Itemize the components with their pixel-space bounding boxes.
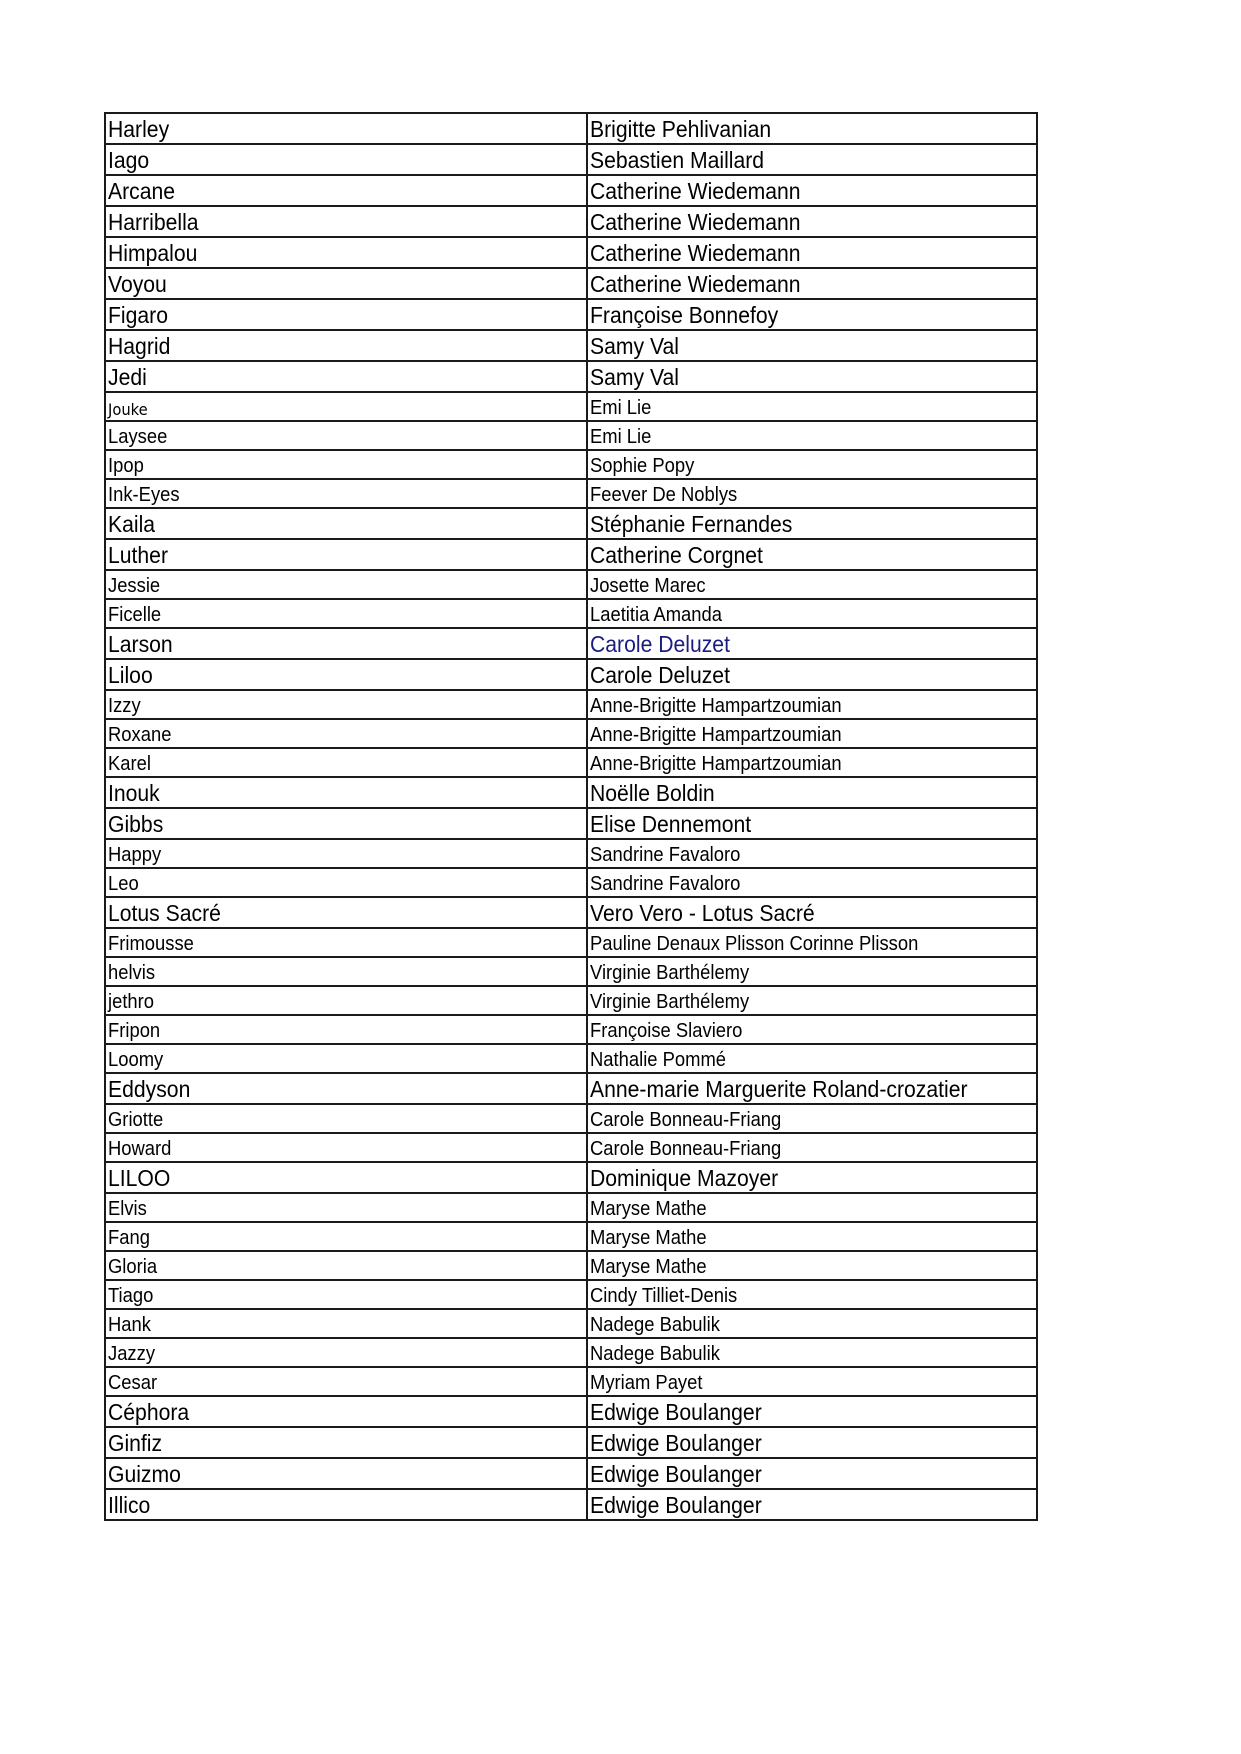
animal-cell[interactable]	[105, 690, 587, 719]
animal-name: Lotus Sacré	[108, 900, 221, 926]
animal-name: Tiago	[108, 1285, 154, 1307]
animal-name: helvis	[108, 962, 156, 984]
animal-name: Ficelle	[108, 604, 162, 626]
table-row	[105, 144, 1037, 175]
animal-name: Ink-Eyes	[108, 484, 180, 506]
animal-cell[interactable]	[105, 868, 587, 897]
owner-cell[interactable]	[587, 839, 1037, 868]
owner-name: Vero Vero - Lotus Sacré	[590, 900, 815, 926]
owner-name: Carole Deluzet	[590, 631, 730, 657]
table-row	[105, 839, 1037, 868]
owner-name: Françoise Slaviero	[590, 1020, 743, 1042]
animal-cell[interactable]	[105, 1251, 587, 1280]
owner-cell[interactable]	[587, 450, 1037, 479]
animal-name: Elvis	[108, 1198, 147, 1220]
owner-cell[interactable]	[587, 868, 1037, 897]
owner-cell[interactable]	[587, 479, 1037, 508]
animal-cell[interactable]	[105, 175, 587, 206]
owner-name: Noëlle Boldin	[590, 780, 715, 806]
animal-name: Kaila	[108, 511, 156, 537]
owner-name: Samy Val	[590, 364, 679, 390]
owner-cell[interactable]	[587, 508, 1037, 539]
owner-name: Nadege Babulik	[590, 1343, 720, 1365]
animal-cell[interactable]	[105, 599, 587, 628]
animal-name: Eddyson	[108, 1076, 191, 1102]
animal-cell[interactable]	[105, 508, 587, 539]
owner-name: Edwige Boulanger	[590, 1492, 762, 1518]
table-row	[105, 450, 1037, 479]
owner-name: Virginie Barthélemy	[590, 962, 750, 984]
owner-name: Sandrine Favaloro	[590, 844, 741, 866]
owner-name: Dominique Mazoyer	[590, 1165, 779, 1191]
animal-cell[interactable]	[105, 1222, 587, 1251]
animal-cell[interactable]	[105, 1073, 587, 1104]
animal-cell[interactable]	[105, 330, 587, 361]
owner-name: Anne-Brigitte Hampartzoumian	[590, 753, 842, 775]
table-row	[105, 986, 1037, 1015]
owner-name: Anne-Brigitte Hampartzoumian	[590, 695, 842, 717]
owner-name: Nathalie Pommé	[590, 1049, 727, 1071]
animal-cell[interactable]	[105, 450, 587, 479]
owner-cell[interactable]	[587, 1015, 1037, 1044]
table-row	[105, 539, 1037, 570]
table-row	[105, 690, 1037, 719]
animal-name: Cesar	[108, 1372, 158, 1394]
animal-name: Illico	[108, 1492, 151, 1518]
animal-name: Ipop	[108, 455, 144, 477]
owner-cell[interactable]	[587, 1162, 1037, 1193]
animal-cell[interactable]	[105, 1427, 587, 1458]
animal-cell[interactable]	[105, 539, 587, 570]
animal-name: Guizmo	[108, 1461, 181, 1487]
table-row	[105, 659, 1037, 690]
table-row	[105, 897, 1037, 928]
owner-cell[interactable]	[587, 1309, 1037, 1338]
animal-owner-table	[104, 112, 1038, 1521]
animal-cell[interactable]	[105, 659, 587, 690]
table-row	[105, 957, 1037, 986]
table-row	[105, 1222, 1037, 1251]
animal-name: Howard	[108, 1138, 172, 1160]
owner-name: Edwige Boulanger	[590, 1461, 762, 1487]
owner-name: Emi Lie	[590, 397, 652, 419]
animal-cell[interactable]	[105, 719, 587, 748]
table-row	[105, 570, 1037, 599]
owner-name: Nadege Babulik	[590, 1314, 720, 1336]
table-row	[105, 1133, 1037, 1162]
owner-name: Pauline Denaux Plisson Corinne Plisson	[590, 933, 919, 955]
owner-cell[interactable]	[587, 719, 1037, 748]
owner-name: Cindy Tilliet-Denis	[590, 1285, 738, 1307]
owner-cell[interactable]	[587, 361, 1037, 392]
animal-name: Roxane	[108, 724, 172, 746]
table-row	[105, 421, 1037, 450]
owner-name: Catherine Wiedemann	[590, 209, 801, 235]
table-row	[105, 1193, 1037, 1222]
animal-cell[interactable]	[105, 144, 587, 175]
animal-name: Gloria	[108, 1256, 158, 1278]
table-row	[105, 1396, 1037, 1427]
owner-cell[interactable]	[587, 986, 1037, 1015]
owner-cell[interactable]	[587, 1193, 1037, 1222]
animal-cell[interactable]	[105, 237, 587, 268]
table-row	[105, 1073, 1037, 1104]
animal-cell[interactable]	[105, 1367, 587, 1396]
owner-name: Catherine Wiedemann	[590, 178, 801, 204]
animal-cell[interactable]	[105, 808, 587, 839]
owner-name: Stéphanie Fernandes	[590, 511, 793, 537]
table-row	[105, 508, 1037, 539]
table-row	[105, 330, 1037, 361]
animal-cell[interactable]	[105, 361, 587, 392]
animal-cell[interactable]	[105, 392, 587, 421]
owner-cell[interactable]	[587, 1367, 1037, 1396]
animal-name: Jessie	[108, 575, 161, 597]
table-row	[105, 748, 1037, 777]
animal-cell[interactable]	[105, 268, 587, 299]
owner-cell[interactable]	[587, 1044, 1037, 1073]
table-row	[105, 719, 1037, 748]
owner-cell[interactable]	[587, 144, 1037, 175]
animal-cell[interactable]	[105, 1338, 587, 1367]
owner-cell[interactable]	[587, 1280, 1037, 1309]
table-row	[105, 268, 1037, 299]
animal-cell[interactable]	[105, 928, 587, 957]
owner-cell[interactable]	[587, 330, 1037, 361]
animal-name: Luther	[108, 542, 169, 568]
owner-cell[interactable]	[587, 1251, 1037, 1280]
owner-name: Virginie Barthélemy	[590, 991, 750, 1013]
table-body	[105, 113, 1037, 1520]
animal-name: Loomy	[108, 1049, 164, 1071]
animal-cell[interactable]	[105, 986, 587, 1015]
owner-name: Catherine Wiedemann	[590, 271, 801, 297]
animal-name: Céphora	[108, 1399, 190, 1425]
owner-cell[interactable]	[587, 268, 1037, 299]
animal-name: Himpalou	[108, 240, 198, 266]
animal-name: Liloo	[108, 662, 153, 688]
animal-name: Jazzy	[108, 1343, 156, 1365]
table-row	[105, 237, 1037, 268]
animal-cell[interactable]	[105, 1162, 587, 1193]
table-row	[105, 599, 1037, 628]
owner-name: Anne-marie Marguerite Roland-crozatier	[590, 1076, 968, 1102]
animal-cell[interactable]	[105, 1015, 587, 1044]
animal-cell[interactable]	[105, 957, 587, 986]
owner-cell[interactable]	[587, 659, 1037, 690]
table-row	[105, 392, 1037, 421]
animal-name: Laysee	[108, 426, 168, 448]
owner-name: Myriam Payet	[590, 1372, 703, 1394]
animal-name: Hank	[108, 1314, 151, 1336]
animal-cell[interactable]	[105, 299, 587, 330]
owner-name: Edwige Boulanger	[590, 1399, 762, 1425]
owner-cell[interactable]	[587, 928, 1037, 957]
owner-name: Maryse Mathe	[590, 1256, 707, 1278]
animal-name: Leo	[108, 873, 139, 895]
table-row	[105, 1458, 1037, 1489]
table-row	[105, 113, 1037, 144]
animal-cell[interactable]	[105, 1396, 587, 1427]
table-row	[105, 1104, 1037, 1133]
owner-name: Sandrine Favaloro	[590, 873, 741, 895]
owner-cell[interactable]	[587, 237, 1037, 268]
animal-cell[interactable]	[105, 113, 587, 144]
owner-cell[interactable]	[587, 421, 1037, 450]
animal-name: Happy	[108, 844, 162, 866]
animal-cell[interactable]	[105, 1489, 587, 1520]
table-row	[105, 175, 1037, 206]
owner-name: Carole Bonneau-Friang	[590, 1109, 782, 1131]
owner-name: Maryse Mathe	[590, 1198, 707, 1220]
animal-cell[interactable]	[105, 628, 587, 659]
owner-name: Sebastien Maillard	[590, 147, 765, 173]
owner-name: Emi Lie	[590, 426, 652, 448]
animal-name: Fripon	[108, 1020, 161, 1042]
owner-cell[interactable]	[587, 777, 1037, 808]
owner-name: Laetitia Amanda	[590, 604, 722, 626]
owner-name: Catherine Corgnet	[590, 542, 763, 568]
table-row	[105, 206, 1037, 237]
animal-cell[interactable]	[105, 1044, 587, 1073]
owner-cell[interactable]	[587, 206, 1037, 237]
animal-cell[interactable]	[105, 839, 587, 868]
owner-name: Feever De Noblys	[590, 484, 738, 506]
owner-cell[interactable]	[587, 690, 1037, 719]
owner-cell[interactable]	[587, 539, 1037, 570]
owner-cell[interactable]	[587, 1396, 1037, 1427]
table-row	[105, 1338, 1037, 1367]
animal-cell[interactable]	[105, 1280, 587, 1309]
table-row	[105, 299, 1037, 330]
animal-name: Frimousse	[108, 933, 194, 955]
animal-name: Harley	[108, 116, 170, 142]
table-row	[105, 479, 1037, 508]
owner-name: Elise Dennemont	[590, 811, 752, 837]
animal-name: Griotte	[108, 1109, 164, 1131]
owner-cell[interactable]	[587, 1427, 1037, 1458]
owner-cell[interactable]	[587, 1133, 1037, 1162]
owner-cell[interactable]	[587, 1458, 1037, 1489]
owner-cell[interactable]	[587, 599, 1037, 628]
owner-name: Carole Bonneau-Friang	[590, 1138, 782, 1160]
table-row	[105, 808, 1037, 839]
animal-name: Jouke	[108, 400, 148, 419]
owner-cell[interactable]	[587, 570, 1037, 599]
owner-name: Samy Val	[590, 333, 679, 359]
owner-cell[interactable]	[587, 808, 1037, 839]
animal-name: Larson	[108, 631, 173, 657]
owner-name: Françoise Bonnefoy	[590, 302, 779, 328]
owner-cell[interactable]	[587, 628, 1037, 659]
animal-name: Jedi	[108, 364, 147, 390]
table-row	[105, 1251, 1037, 1280]
animal-name: Ginfiz	[108, 1430, 163, 1456]
owner-cell[interactable]	[587, 957, 1037, 986]
table-row	[105, 928, 1037, 957]
animal-name: Fang	[108, 1227, 150, 1249]
animal-name: Figaro	[108, 302, 168, 328]
animal-cell[interactable]	[105, 1458, 587, 1489]
owner-cell[interactable]	[587, 748, 1037, 777]
owner-name: Catherine Wiedemann	[590, 240, 801, 266]
owner-cell[interactable]	[587, 1104, 1037, 1133]
animal-name: LILOO	[108, 1165, 171, 1191]
owner-name: Sophie Popy	[590, 455, 695, 477]
table-row	[105, 1162, 1037, 1193]
animal-name: Karel	[108, 753, 151, 775]
animal-name: Izzy	[108, 695, 141, 717]
animal-cell[interactable]	[105, 748, 587, 777]
animal-name: Voyou	[108, 271, 167, 297]
animal-name: Inouk	[108, 780, 160, 806]
animal-cell[interactable]	[105, 1193, 587, 1222]
owner-name: Edwige Boulanger	[590, 1430, 762, 1456]
owner-name: Josette Marec	[590, 575, 706, 597]
owner-cell[interactable]	[587, 299, 1037, 330]
table-row	[105, 628, 1037, 659]
animal-cell[interactable]	[105, 1104, 587, 1133]
table-row	[105, 1367, 1037, 1396]
owner-cell[interactable]	[587, 1489, 1037, 1520]
owner-cell[interactable]	[587, 175, 1037, 206]
animal-name: Gibbs	[108, 811, 164, 837]
owner-cell[interactable]	[587, 1073, 1037, 1104]
table-row	[105, 777, 1037, 808]
table-row	[105, 1309, 1037, 1338]
animal-cell[interactable]	[105, 897, 587, 928]
owner-cell[interactable]	[587, 113, 1037, 144]
animal-cell[interactable]	[105, 1309, 587, 1338]
animal-cell[interactable]	[105, 421, 587, 450]
owner-name: Brigitte Pehlivanian	[590, 116, 772, 142]
table-row	[105, 1489, 1037, 1520]
table-row	[105, 1015, 1037, 1044]
owner-cell[interactable]	[587, 1222, 1037, 1251]
animal-name: Iago	[108, 147, 150, 173]
animal-name: Hagrid	[108, 333, 171, 359]
animal-name: Harribella	[108, 209, 199, 235]
owner-name: Maryse Mathe	[590, 1227, 707, 1249]
animal-cell[interactable]	[105, 1133, 587, 1162]
owner-cell[interactable]	[587, 1338, 1037, 1367]
animal-name: jethro	[108, 991, 155, 1013]
table-row	[105, 1280, 1037, 1309]
animal-cell[interactable]	[105, 206, 587, 237]
table-row	[105, 361, 1037, 392]
table-row	[105, 868, 1037, 897]
animal-cell[interactable]	[105, 479, 587, 508]
owner-cell[interactable]	[587, 897, 1037, 928]
animal-name: Arcane	[108, 178, 176, 204]
owner-name: Anne-Brigitte Hampartzoumian	[590, 724, 842, 746]
owner-cell[interactable]	[587, 392, 1037, 421]
table-row	[105, 1427, 1037, 1458]
animal-cell[interactable]	[105, 570, 587, 599]
owner-name: Carole Deluzet	[590, 662, 730, 688]
table-row	[105, 1044, 1037, 1073]
animal-cell[interactable]	[105, 777, 587, 808]
